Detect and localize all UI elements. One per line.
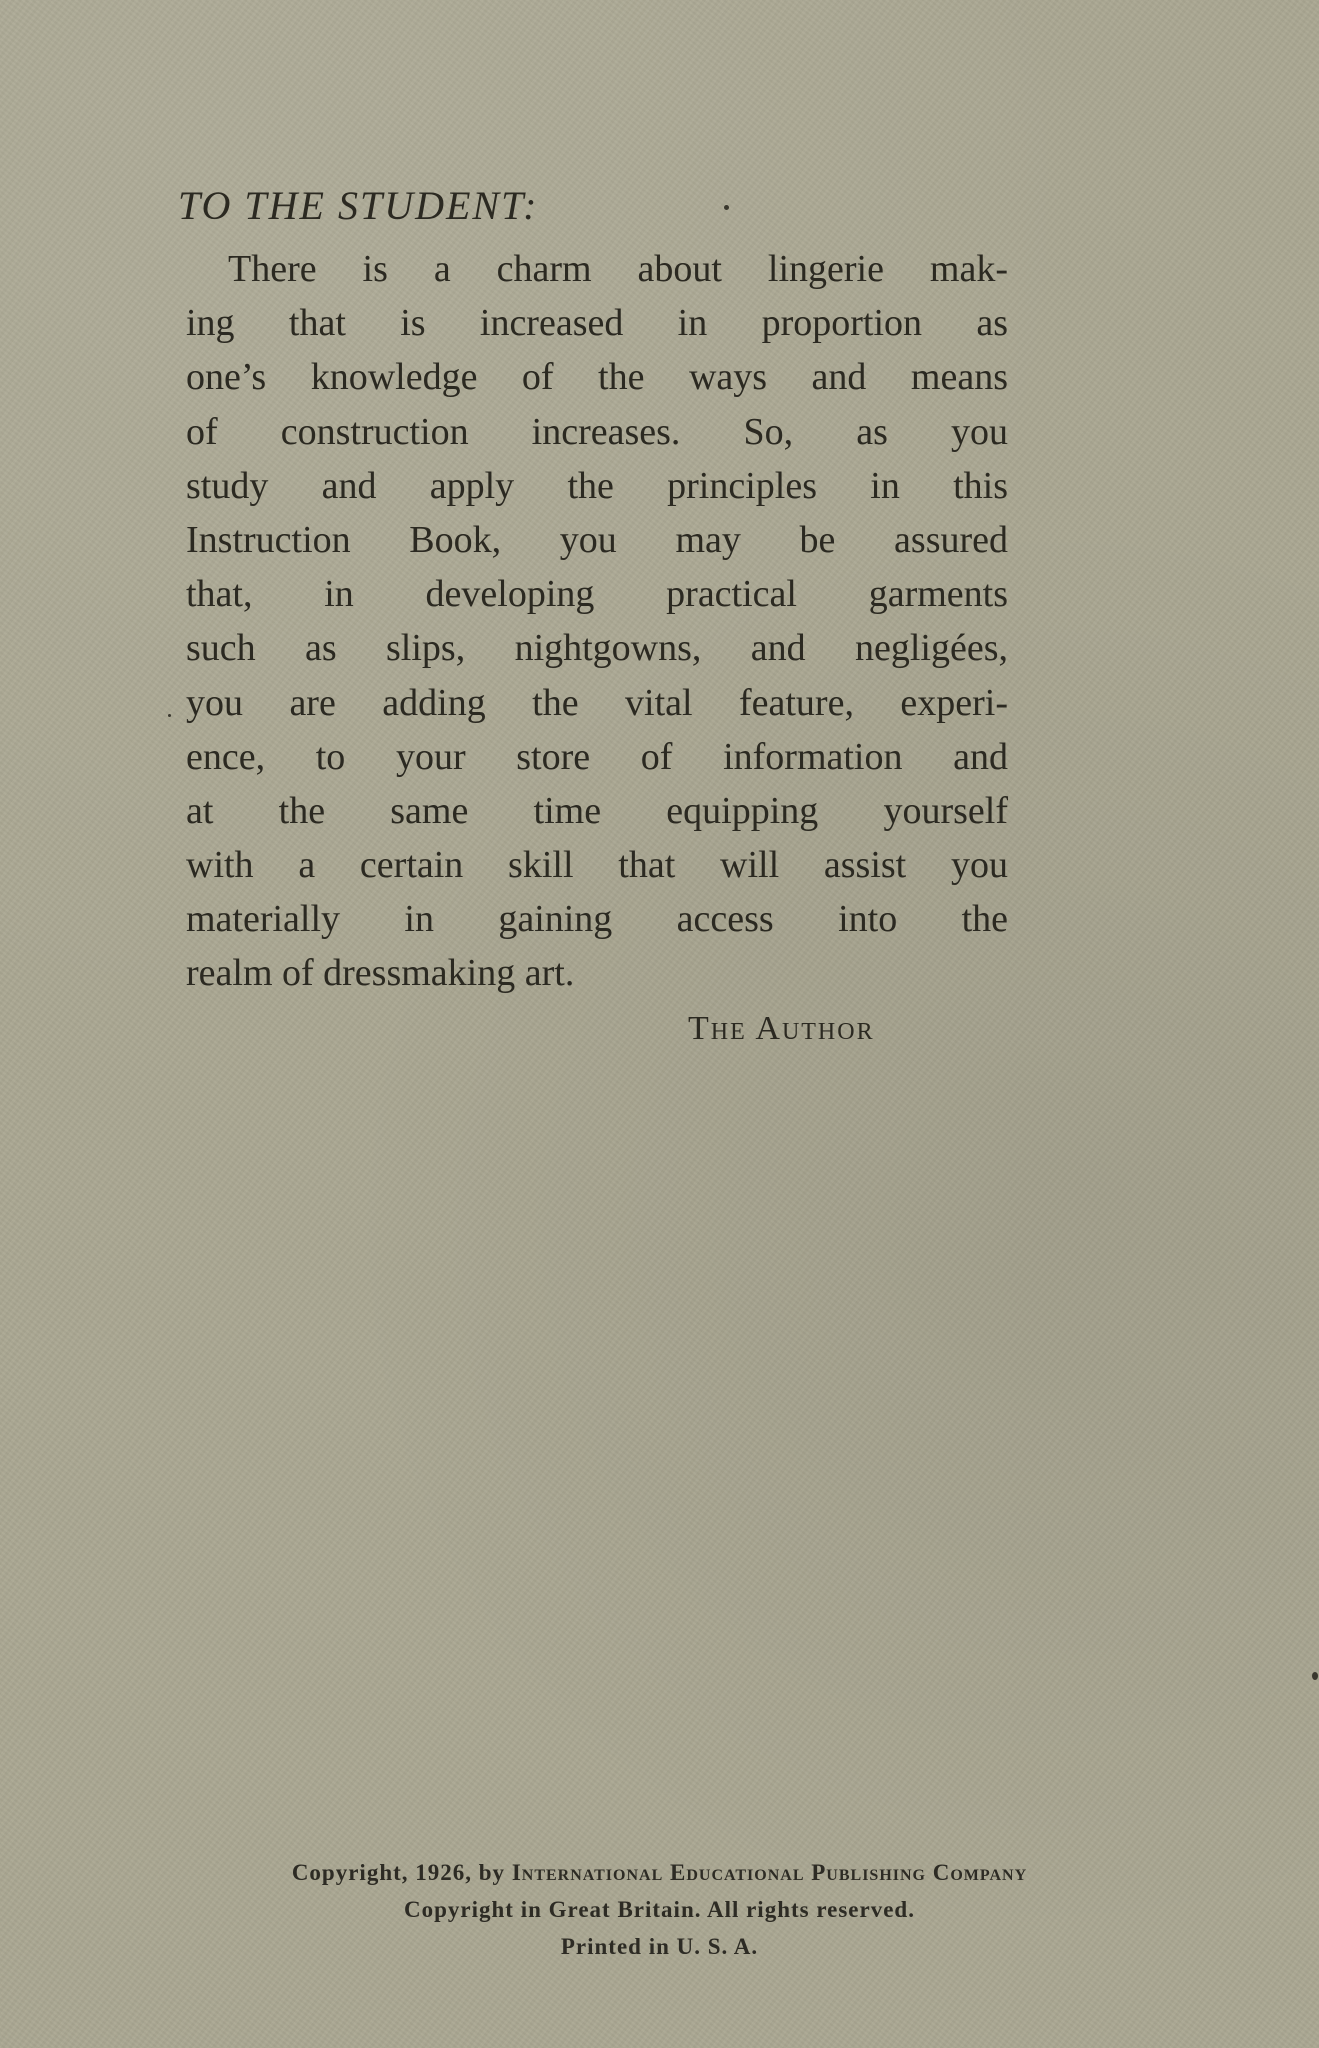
paragraph-line: realm of dressmaking art. bbox=[186, 952, 575, 995]
paragraph-line: Instruction Book, you may be assured bbox=[186, 518, 1008, 561]
page-heading: TO THE STUDENT: bbox=[178, 183, 539, 228]
copyright-line-1 bbox=[0, 1854, 1319, 1891]
paragraph-line: ence, to your store of information and bbox=[186, 735, 1008, 778]
paragraph-line: of construction increases. So, as you bbox=[186, 410, 1008, 453]
paragraph-line: you are adding the vital feature, experi- bbox=[186, 681, 1008, 724]
ink-speck bbox=[168, 714, 171, 717]
paragraph-line: at the same time equipping yourself bbox=[186, 789, 1008, 832]
preface-paragraph bbox=[186, 242, 1008, 1001]
copyright-line-2: Copyright in Great Britain. All rights reserved. bbox=[404, 1897, 915, 1922]
ink-speck bbox=[1312, 1672, 1318, 1680]
publisher-name: International Educational Publishing Company bbox=[511, 1860, 1028, 1885]
paragraph-line: There is a charm about lingerie mak- bbox=[228, 248, 1008, 290]
paragraph-line: study and apply the principles in this bbox=[186, 464, 1008, 507]
author-signature: The Author bbox=[688, 1010, 875, 1047]
paragraph-line: such as slips, nightgowns, and negligées, bbox=[186, 627, 1008, 670]
printed-in-line: Printed in U. S. A. bbox=[560, 1934, 759, 1959]
paragraph-line: one’s knowledge of the ways and means bbox=[186, 356, 1008, 399]
paragraph-line: materially in gaining access into the bbox=[186, 898, 1008, 941]
ink-speck bbox=[724, 205, 729, 210]
paragraph-line: that, in developing practical garments bbox=[186, 573, 1008, 616]
paragraph-line: with a certain skill that will assist you bbox=[186, 844, 1008, 887]
paragraph-line: ing that is increased in proportion as bbox=[186, 302, 1008, 345]
copyright-prefix: Copyright, 1926, by bbox=[291, 1860, 506, 1885]
copyright-notice bbox=[0, 1854, 1319, 1965]
